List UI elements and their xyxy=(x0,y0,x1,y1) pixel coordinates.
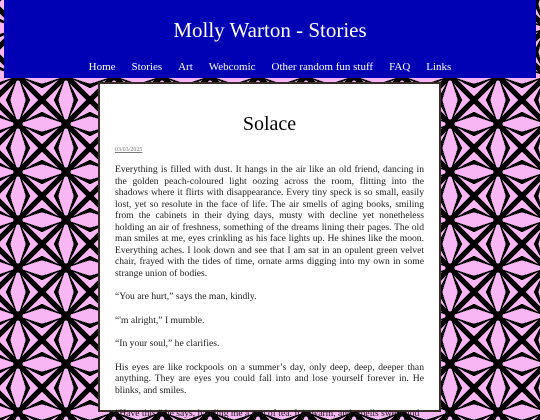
post-title: Solace xyxy=(242,113,297,135)
site-header xyxy=(4,0,536,78)
post-date[interactable]: 03/03/2025 xyxy=(115,147,143,153)
nav-links[interactable]: Links xyxy=(426,61,452,73)
story-paragraph: “You are hurt,” says the man, kindly. xyxy=(115,291,257,302)
story-paragraph: His eyes are like rockpools on a summer’s day, only deep, deep, deeper than anything. They are eyes you could fall into and lose yourself forever in. He blinks, and smiles. xyxy=(115,361,424,396)
story-paragraph: “In your soul,” he clarifies. xyxy=(115,338,220,349)
nav-faq[interactable]: FAQ xyxy=(389,61,411,73)
nav-art[interactable]: Art xyxy=(178,61,193,73)
nav-home[interactable]: Home xyxy=(88,61,116,73)
nav-webcomic[interactable]: Webcomic xyxy=(208,61,256,73)
nav-stories[interactable]: Stories xyxy=(131,61,163,73)
site-title[interactable]: Molly Warton - Stories xyxy=(173,18,367,42)
story-paragraph: “Have this,” he says, handing me a cup of tea. It is warm, and smells sweet and xyxy=(115,408,420,419)
main-nav xyxy=(4,60,536,74)
story-paragraph: Everything is filled with dust. It hangs in the air like an old friend, dancing in the golden peach-coloured light oozing across the room, flitting into the shadows where it flirts with disappearance. Every tiny speck is so small, easily lost, yet so resolute in the face of life. The air smells of aging books, smiling from the cabinets in their dying days, musty with decline yet nonetheless holding an air of freshness, something of the dreams lining their pages. The old man smiles at me, eyes crinkling as his face lights up. He shines like the moon. Everything aches. I look down and see that I am sat in an opulent green velvet chair, frayed with the tides of time, ornate arms digging into my own in some strange union of bodies. xyxy=(115,164,424,279)
story-paragraph: “'m alright,” I mumble. xyxy=(115,314,205,326)
nav-other-random-fun-stuff[interactable]: Other random fun stuff xyxy=(271,61,374,73)
story-content xyxy=(98,82,441,419)
